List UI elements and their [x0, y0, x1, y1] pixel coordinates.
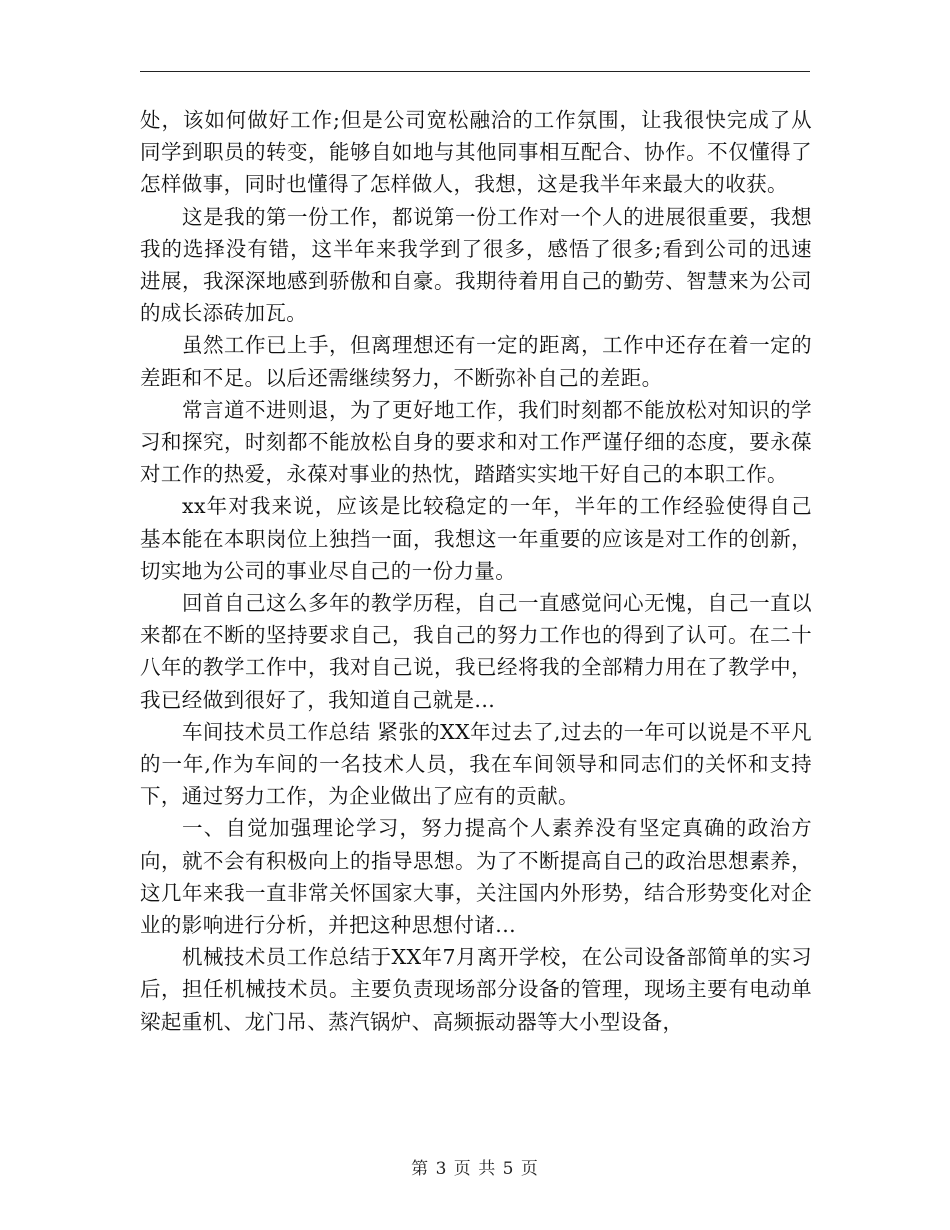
document-body: [140, 104, 812, 1038]
paragraph-6: 回首自己这么多年的教学历程，自己一直感觉问心无愧，自己一直以来都在不断的坚持要求自己，我自己的努力工作也的得到了认可。在二十八年的教学工作中，我对自己说，我已经将我的全部精力用在了教学中，我已经做到很好了，我知道自己就是...: [140, 591, 812, 712]
paragraph-4: 常言道不进则退，为了更好地工作，我们时刻都不能放松对知识的学习和探究，时刻都不能放松自身的要求和对工作严谨仔细的态度，要永葆对工作的热爱，永葆对事业的热忱，踏踏实实地干好自己的本职工作。: [140, 397, 812, 487]
paragraph-1: 处，该如何做好工作;但是公司宽松融洽的工作氛围，让我很快完成了从同学到职员的转变，能够自如地与其他同事相互配合、协作。不仅懂得了怎样做事，同时也懂得了怎样做人，我想，这是我半年来最大的收获。: [140, 108, 812, 197]
paragraph-8: 一、自觉加强理论学习，努力提高个人素养没有坚定真确的政治方向，就不会有积极向上的指导思想。为了不断提高自己的政治思想素养，这几年来我一直非常关怀国家大事，关注国内外形势，结合形势变化对企业的影响进行分析，并把这种思想付诸...: [140, 816, 812, 938]
paragraph-2: 这是我的第一份工作，都说第一份工作对一个人的进展很重要，我想我的选择没有错，这半年来我学到了很多，感悟了很多;看到公司的迅速进展，我深深地感到骄傲和自豪。我期待着用自己的勤劳、智慧来为公司的成长添砖加瓦。: [140, 204, 812, 326]
header-rule: [140, 71, 810, 72]
paragraph-9: 机械技术员工作总结于XX年7月离开学校，在公司设备部简单的实习后，担任机械技术员。主要负责现场部分设备的管理，现场主要有电动单梁起重机、龙门吊、蒸汽锅炉、高频振动器等大小型设备，: [140, 945, 812, 1034]
paragraph-5: xx年对我来说，应该是比较稳定的一年，半年的工作经验使得自己基本能在本职岗位上独挡一面，我想这一年重要的应该是对工作的创新，切实地为公司的事业尽自己的一份力量。: [140, 494, 812, 583]
paragraph-7: 车间技术员工作总结 紧张的XX年过去了,过去的一年可以说是不平凡的一年,作为车间的一名技术人员，我在车间领导和同志们的关怀和支持下，通过努力工作，为企业做出了应有的贡献。: [140, 719, 812, 809]
page-number: 第 3 页 共 5 页: [411, 1159, 539, 1179]
paragraph-3: 虽然工作已上手，但离理想还有一定的距离，工作中还存在着一定的差距和不足。以后还需继续努力，不断弥补自己的差距。: [140, 333, 812, 390]
